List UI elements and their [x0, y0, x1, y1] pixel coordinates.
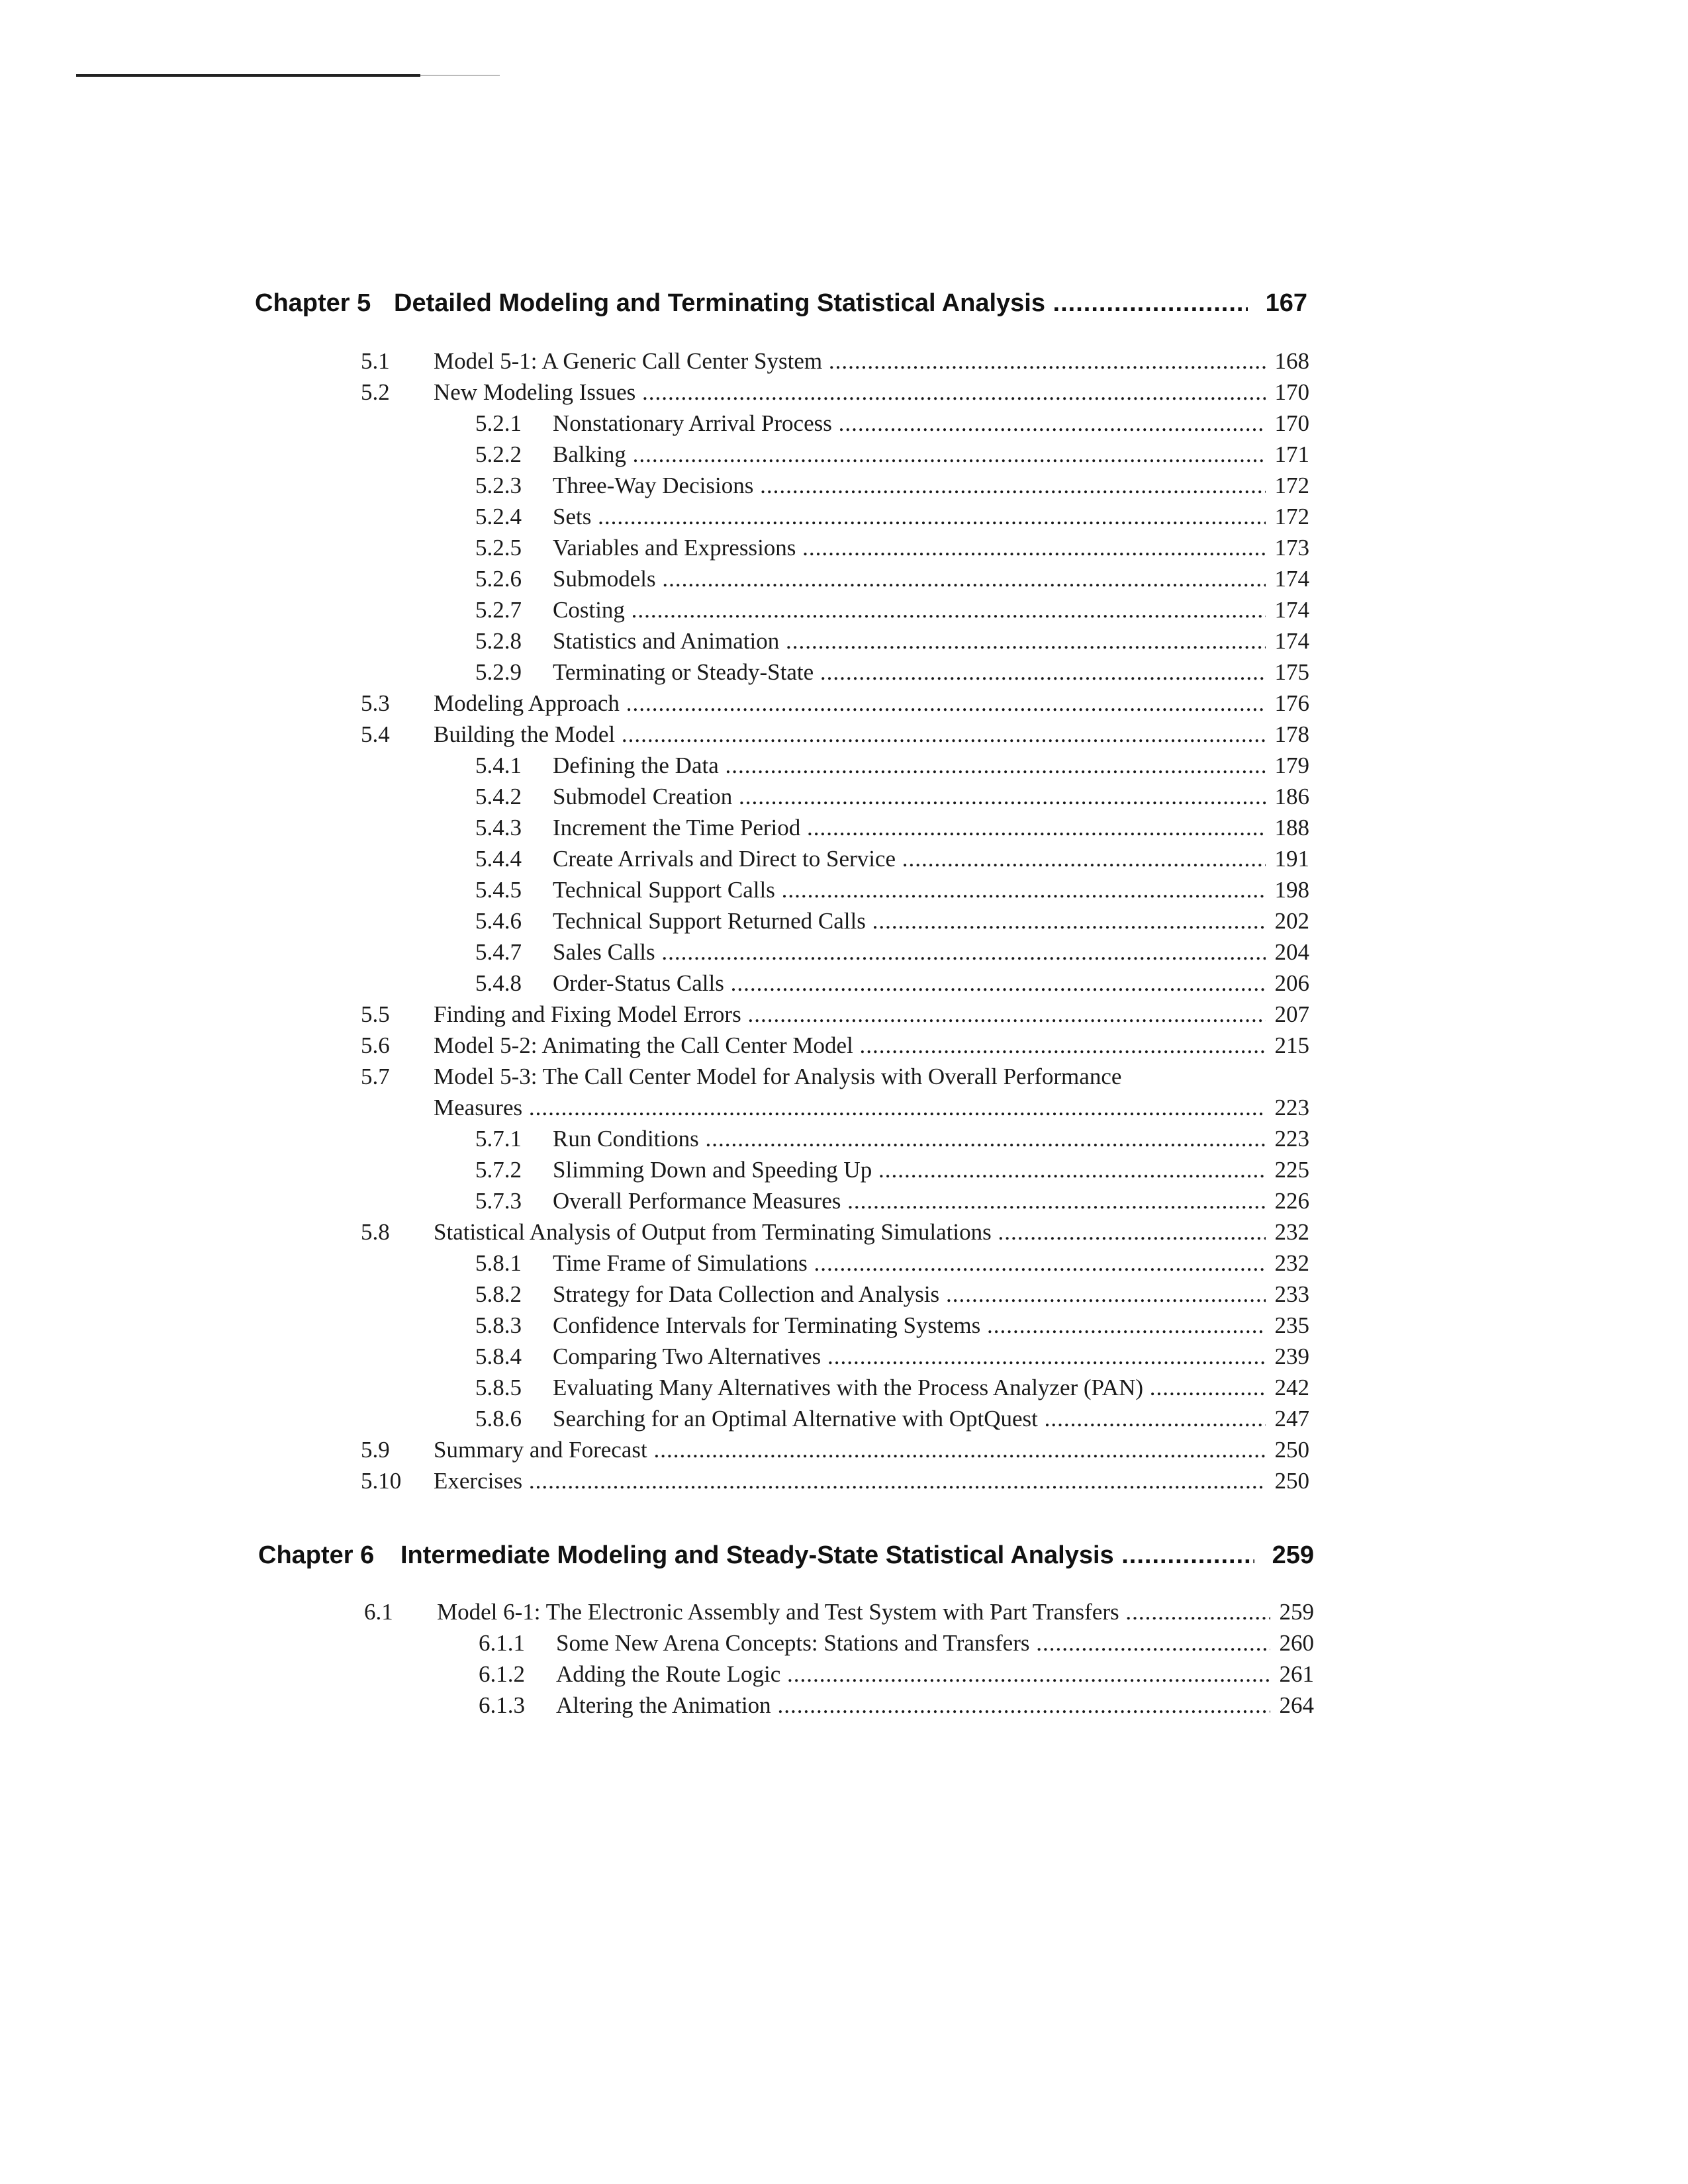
toc-entry[interactable]	[361, 1310, 1309, 1341]
toc-entry[interactable]	[361, 1248, 1309, 1279]
page-number: 168	[1271, 346, 1310, 377]
toc-entry[interactable]	[361, 782, 1309, 812]
section-title: Increment the Time Period .....	[553, 813, 1266, 843]
section-number: 5.4.6	[475, 908, 522, 934]
page-number: 179	[1271, 751, 1310, 781]
section-number: 5.2.7	[475, 597, 522, 623]
page-number: 173	[1271, 533, 1310, 563]
section-number: 5.8	[361, 1219, 390, 1245]
page-number: 226	[1271, 1186, 1310, 1216]
toc-entry[interactable]	[364, 1659, 1314, 1690]
section-title: Statistical Analysis of Output from Terminating Simulations .....	[434, 1217, 1266, 1248]
section-number: 5.4.4	[475, 846, 522, 872]
section-number: 6.1.2	[479, 1661, 525, 1687]
section-number: 5.2.4	[475, 504, 522, 529]
toc-entry[interactable]	[361, 1217, 1309, 1248]
section-number: 5.8.5	[475, 1375, 522, 1400]
toc-entry[interactable]	[361, 1062, 1309, 1092]
section-title: Overall Performance Measures .....	[553, 1186, 1266, 1216]
section-title: Variables and Expressions .....	[553, 533, 1266, 563]
section-title: Adding the Route Logic .....	[556, 1659, 1270, 1690]
chapter-title: Detailed Modeling and Terminating Statistical Analysis .....	[394, 285, 1248, 322]
section-title: Strategy for Data Collection and Analysis .....	[553, 1279, 1266, 1310]
toc-entry[interactable]	[361, 999, 1309, 1030]
page-number: 178	[1271, 719, 1310, 750]
page-number: 198	[1271, 875, 1310, 905]
page-number: 174	[1271, 564, 1310, 594]
section-number: 5.4.2	[475, 784, 522, 809]
page-number: 261	[1276, 1659, 1315, 1690]
toc-entry[interactable]	[361, 626, 1309, 657]
section-number: 5.4.3	[475, 815, 522, 841]
page-number: 174	[1271, 626, 1310, 657]
toc-entry[interactable]	[361, 502, 1309, 532]
page-number: 202	[1271, 906, 1310, 936]
section-number: 5.2.1	[475, 410, 522, 436]
section-number: 5.4.1	[475, 752, 522, 778]
chapter-heading[interactable]	[255, 285, 1307, 322]
toc-entry[interactable]	[361, 408, 1309, 439]
toc-entry[interactable]	[364, 1690, 1314, 1721]
section-title: Costing .....	[553, 595, 1266, 625]
page-number: 207	[1271, 999, 1310, 1030]
section-number: 5.4.7	[475, 939, 522, 965]
page-number: 174	[1271, 595, 1310, 625]
toc-entry[interactable]	[361, 377, 1309, 408]
section-number: 5.3	[361, 690, 390, 716]
page-number: 232	[1271, 1248, 1310, 1279]
section-number: 5.8.3	[475, 1312, 522, 1338]
section-title: Building the Model .....	[434, 719, 1266, 750]
section-number: 5.8.6	[475, 1406, 522, 1432]
section-title: Measures .....	[434, 1093, 1266, 1123]
page-number: 264	[1276, 1690, 1315, 1721]
page-number: 170	[1271, 377, 1310, 408]
page-number: 260	[1276, 1628, 1315, 1659]
section-number: 5.4	[361, 721, 390, 747]
chapter-title: Intermediate Modeling and Steady-State Statistical Analysis .....	[400, 1537, 1254, 1574]
toc-entry[interactable]	[361, 719, 1309, 750]
page-number: 242	[1271, 1373, 1310, 1403]
section-number: 5.8.2	[475, 1281, 522, 1307]
section-title: Submodel Creation .....	[553, 782, 1266, 812]
section-title: Summary and Forecast .....	[434, 1435, 1266, 1465]
section-number: 5.7.1	[475, 1126, 522, 1152]
page-number: 206	[1271, 968, 1310, 999]
toc-entry[interactable]	[361, 346, 1309, 377]
chapter-label: Chapter 5	[255, 289, 371, 317]
toc-entry[interactable]	[361, 1373, 1309, 1403]
section-title: Exercises .....	[434, 1466, 1266, 1496]
section-number: 5.2.6	[475, 566, 522, 592]
section-number: 6.1	[364, 1599, 393, 1625]
toc-entry[interactable]	[361, 533, 1309, 563]
section-number: 5.9	[361, 1437, 390, 1463]
section-number: 5.8.1	[475, 1250, 522, 1276]
toc-entry[interactable]	[361, 1124, 1309, 1154]
page-number: 223	[1271, 1093, 1310, 1123]
section-number: 5.8.4	[475, 1343, 522, 1369]
toc-entry[interactable]	[361, 657, 1309, 688]
section-title: Terminating or Steady-State .....	[553, 657, 1266, 688]
page-number: 172	[1271, 502, 1310, 532]
section-title: Model 5-3: The Call Center Model for Analysis with Overall Performance	[434, 1064, 1122, 1089]
section-title: Sales Calls .....	[553, 937, 1266, 968]
toc-entry[interactable]	[361, 1435, 1309, 1465]
toc-entry[interactable]	[361, 906, 1309, 936]
chapter-heading[interactable]	[258, 1537, 1314, 1574]
page-number: 233	[1271, 1279, 1310, 1310]
section-number: 5.1	[361, 348, 390, 374]
section-number: 5.6	[361, 1032, 390, 1058]
page-number: 170	[1271, 408, 1310, 439]
section-title: New Modeling Issues .....	[434, 377, 1266, 408]
page-number: 176	[1271, 688, 1310, 719]
page-number: 232	[1271, 1217, 1310, 1248]
section-title: Sets .....	[553, 502, 1266, 532]
section-title: Slimming Down and Speeding Up .....	[553, 1155, 1266, 1185]
page-number: 172	[1271, 471, 1310, 501]
page-number: 186	[1271, 782, 1310, 812]
page-number: 247	[1271, 1404, 1310, 1434]
page-number: 215	[1271, 1030, 1310, 1061]
section-title: Searching for an Optimal Alternative with OptQuest .....	[553, 1404, 1266, 1434]
section-title: Technical Support Returned Calls .....	[553, 906, 1266, 936]
section-number: 5.2.2	[475, 441, 522, 467]
section-title: Order-Status Calls .....	[553, 968, 1266, 999]
section-title: Finding and Fixing Model Errors .....	[434, 999, 1266, 1030]
toc-entry[interactable]	[361, 439, 1309, 470]
page-number: 239	[1271, 1342, 1310, 1372]
section-title: Submodels .....	[553, 564, 1266, 594]
page-number: 250	[1271, 1466, 1310, 1496]
toc-entry[interactable]	[361, 1342, 1309, 1372]
section-title: Confidence Intervals for Terminating Systems .....	[553, 1310, 1266, 1341]
toc-entry[interactable]	[361, 1155, 1309, 1185]
section-number: 5.4.5	[475, 877, 522, 903]
toc-entry[interactable]	[361, 844, 1309, 874]
section-title: Nonstationary Arrival Process .....	[553, 408, 1266, 439]
section-title: Model 5-2: Animating the Call Center Model .....	[434, 1030, 1266, 1061]
toc-entry[interactable]	[361, 1279, 1309, 1310]
page-number: 223	[1271, 1124, 1310, 1154]
section-title: Defining the Data .....	[553, 751, 1266, 781]
section-number: 5.2.9	[475, 659, 522, 685]
section-title: Model 6-1: The Electronic Assembly and Test System with Part Transfers .....	[437, 1597, 1270, 1627]
section-title: Technical Support Calls .....	[553, 875, 1266, 905]
section-title: Evaluating Many Alternatives with the Process Analyzer (PAN) .....	[553, 1373, 1266, 1403]
toc-entry[interactable]	[361, 813, 1309, 843]
section-title: Some New Arena Concepts: Stations and Transfers .....	[556, 1628, 1270, 1659]
section-title: Time Frame of Simulations .....	[553, 1248, 1266, 1279]
toc-entry[interactable]	[361, 1404, 1309, 1434]
toc-entry[interactable]	[361, 471, 1309, 501]
page-number: 188	[1271, 813, 1310, 843]
page-number: 171	[1271, 439, 1310, 470]
toc-entry[interactable]	[364, 1628, 1314, 1659]
page-number: 225	[1271, 1155, 1310, 1185]
section-title: Modeling Approach .....	[434, 688, 1266, 719]
section-number: 5.2.5	[475, 535, 522, 561]
page-number: 175	[1271, 657, 1310, 688]
toc-entry[interactable]	[361, 1093, 1309, 1123]
toc-entry[interactable]	[364, 1597, 1314, 1627]
toc-entry[interactable]	[361, 968, 1309, 999]
section-number: 5.7.2	[475, 1157, 522, 1183]
page-number: 250	[1271, 1435, 1310, 1465]
section-title: Balking .....	[553, 439, 1266, 470]
section-title: Create Arrivals and Direct to Service .....	[553, 844, 1266, 874]
page-number: 191	[1271, 844, 1310, 874]
toc-entry[interactable]	[361, 937, 1309, 968]
section-number: 5.4.8	[475, 970, 522, 996]
page-number: 204	[1271, 937, 1310, 968]
toc-entry[interactable]	[361, 1030, 1309, 1061]
section-title: Statistics and Animation .....	[553, 626, 1266, 657]
section-title: Three-Way Decisions .....	[553, 471, 1266, 501]
section-title: Altering the Animation .....	[556, 1690, 1270, 1721]
section-number: 5.7.3	[475, 1188, 522, 1214]
toc-entry[interactable]	[361, 688, 1309, 719]
section-title: Comparing Two Alternatives .....	[553, 1342, 1266, 1372]
toc-entry[interactable]	[361, 875, 1309, 905]
chapter-page-number: 259	[1266, 1537, 1314, 1574]
toc-entry[interactable]	[361, 751, 1309, 781]
chapter-label: Chapter 6	[258, 1541, 375, 1569]
chapter-page-number: 167	[1259, 285, 1307, 322]
toc-entry[interactable]	[361, 1186, 1309, 1216]
section-number: 6.1.3	[479, 1692, 525, 1718]
toc-entry[interactable]	[361, 564, 1309, 594]
section-title: Run Conditions .....	[553, 1124, 1266, 1154]
section-number: 5.2.3	[475, 473, 522, 498]
toc-entry[interactable]	[361, 1466, 1309, 1496]
section-number: 5.5	[361, 1001, 390, 1027]
section-number: 5.2.8	[475, 628, 522, 654]
section-number: 5.10	[361, 1468, 402, 1494]
page-number: 235	[1271, 1310, 1310, 1341]
toc-entry[interactable]	[361, 595, 1309, 625]
section-number: 6.1.1	[479, 1630, 525, 1656]
section-number: 5.2	[361, 379, 390, 405]
section-number: 5.7	[361, 1064, 390, 1089]
section-title: Model 5-1: A Generic Call Center System .....	[434, 346, 1266, 377]
page-number: 259	[1276, 1597, 1315, 1627]
